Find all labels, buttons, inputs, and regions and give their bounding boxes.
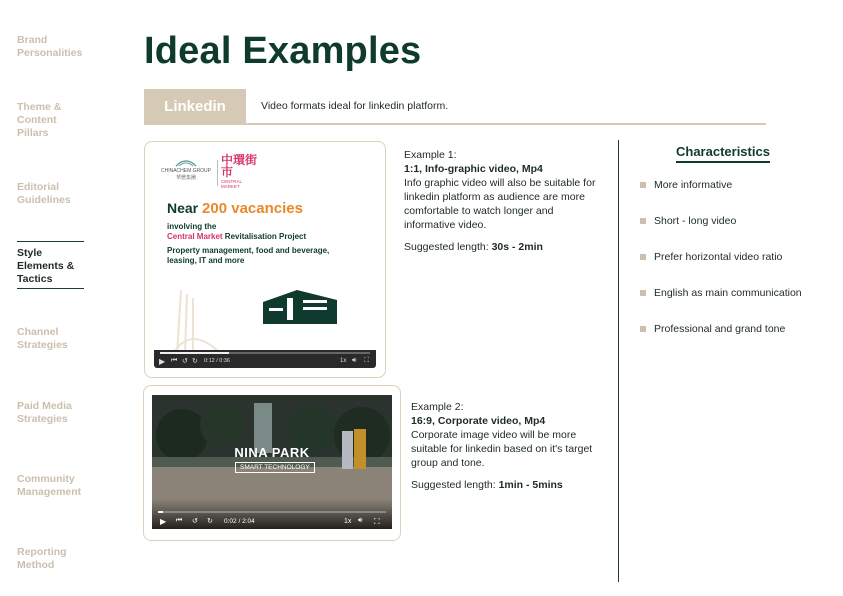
skip-back-icon[interactable]: ⏮: [176, 517, 183, 524]
central-market-logo-en: CENTRAL MARKET: [221, 179, 242, 189]
sidebar-item-editorial-guidelines[interactable]: Editorial Guidelines: [17, 181, 71, 206]
chinachem-logo: [161, 158, 211, 181]
example2-format: 16:9, Corporate video, Mp4: [411, 415, 546, 427]
example1-video-card[interactable]: [144, 141, 386, 378]
building-icon: [257, 282, 343, 332]
video1-line4: Property management, food and beverage, leasing, IT and more: [167, 246, 330, 265]
video1-headline-pre: Near: [167, 200, 203, 216]
example2-heading: Example 2:: [411, 401, 464, 413]
characteristic-item: Prefer horizontal video ratio: [640, 251, 782, 263]
chinachem-logo-icon: [174, 158, 198, 168]
play-icon[interactable]: ▶: [159, 357, 166, 366]
sidebar-item-paid-media-strategies[interactable]: Paid Media Strategies: [17, 400, 72, 425]
chinachem-logo-text: CHINACHEM GROUP: [161, 168, 212, 174]
play-icon[interactable]: ▶: [160, 517, 167, 526]
sidebar-item-brand-personalities[interactable]: Brand Personalities: [17, 34, 83, 59]
chinachem-logo-subtext: 華懋集團: [175, 175, 196, 181]
characteristic-item: Professional and grand tone: [640, 323, 785, 335]
video1-controls: [154, 350, 376, 368]
logo-divider: [217, 160, 218, 186]
speed-button[interactable]: 1x: [340, 358, 347, 364]
forward-icon[interactable]: ↻: [207, 518, 213, 525]
video2-title: NINA PARK: [234, 445, 310, 460]
fullscreen-icon[interactable]: ⛶: [374, 517, 380, 526]
central-market-logo: [221, 154, 257, 189]
video2-subtitle: SMART TECHNOLOGY: [235, 462, 315, 473]
example1-description: Info graphic video will also be suitable for linkedin platform as audience are more comfortable to watch longer and informative video.: [404, 177, 596, 231]
video1-time: 0:12 / 0:36: [204, 358, 230, 364]
bullet-icon: [640, 182, 646, 188]
sidebar-item-style-elements-tactics[interactable]: Style Elements & Tactics: [17, 247, 75, 285]
video1-line3-rest: Revitalisation Project: [222, 232, 307, 241]
example2-length: [411, 478, 601, 492]
example1-length-label: Suggested length:: [404, 241, 492, 253]
video1-progress-track[interactable]: [160, 352, 370, 354]
example1-length: [404, 240, 604, 254]
bullet-icon: [640, 290, 646, 296]
video1-line3: [167, 232, 306, 241]
decorative-lines-graphic: [171, 284, 227, 354]
video1-progress-fill: [160, 352, 229, 354]
bullet-icon: [640, 218, 646, 224]
video2-progress-fill: [158, 511, 163, 513]
example2-video-card[interactable]: [143, 385, 401, 541]
characteristic-item: Short - long video: [640, 215, 736, 227]
video2-time: 0:02 / 2:04: [224, 518, 255, 525]
sidebar-item-channel-strategies[interactable]: Channel Strategies: [17, 326, 68, 351]
active-item-top-rule: [17, 241, 84, 242]
example2-length-label: Suggested length:: [411, 479, 499, 491]
video1-line3-highlight: Central Market: [167, 232, 223, 241]
bullet-icon: [640, 326, 646, 332]
tab-linkedin[interactable]: Linkedin: [144, 89, 246, 123]
video1-headline: [167, 200, 303, 217]
example2-video[interactable]: [152, 395, 392, 529]
video1-line2: involving the: [167, 222, 217, 231]
rewind-icon[interactable]: ↺: [192, 518, 198, 525]
rewind-icon[interactable]: ↺: [182, 358, 188, 365]
video2-controls: [152, 499, 392, 529]
sidebar-item-reporting-method[interactable]: Reporting Method: [17, 546, 67, 571]
volume-icon[interactable]: 🔊︎: [358, 517, 363, 524]
speed-button[interactable]: 1x: [344, 518, 352, 525]
characteristic-item: English as main communication: [640, 287, 802, 299]
column-divider: [618, 140, 619, 582]
skip-back-icon[interactable]: ⏮: [171, 357, 178, 364]
example1-video[interactable]: [153, 150, 375, 360]
active-item-bottom-rule: [17, 288, 84, 289]
example1-heading: Example 1:: [404, 149, 457, 161]
characteristics-title: Characteristics: [676, 144, 770, 163]
example1-format: 1:1, Info-graphic video, Mp4: [404, 163, 543, 175]
tab-description: Video formats ideal for linkedin platform.: [261, 100, 449, 112]
fullscreen-icon[interactable]: ⛶: [364, 357, 369, 364]
example1-length-value: 30s - 2min: [491, 241, 543, 253]
video2-progress-track[interactable]: [158, 511, 386, 513]
example1-text: [404, 148, 604, 254]
sidebar-item-community-management[interactable]: Community Management: [17, 473, 82, 498]
example2-length-value: 1min - 5mins: [498, 479, 563, 491]
forward-icon[interactable]: ↻: [192, 358, 198, 365]
example2-text: [411, 400, 601, 492]
sidebar-item-theme-content-pillars[interactable]: Theme & Content Pillars: [17, 101, 62, 139]
example2-description: Corporate image video will be more suitable for linkedin based on it's target group and tone.: [411, 429, 593, 469]
page-title: Ideal Examples: [144, 30, 422, 72]
central-market-logo-cn: 中環街市: [221, 153, 258, 179]
bullet-icon: [640, 254, 646, 260]
characteristic-item: More informative: [640, 179, 732, 191]
platform-tab-bar: [144, 89, 766, 125]
volume-icon[interactable]: 🔊︎: [352, 357, 357, 364]
video1-headline-number: 200 vacancies: [202, 200, 303, 217]
